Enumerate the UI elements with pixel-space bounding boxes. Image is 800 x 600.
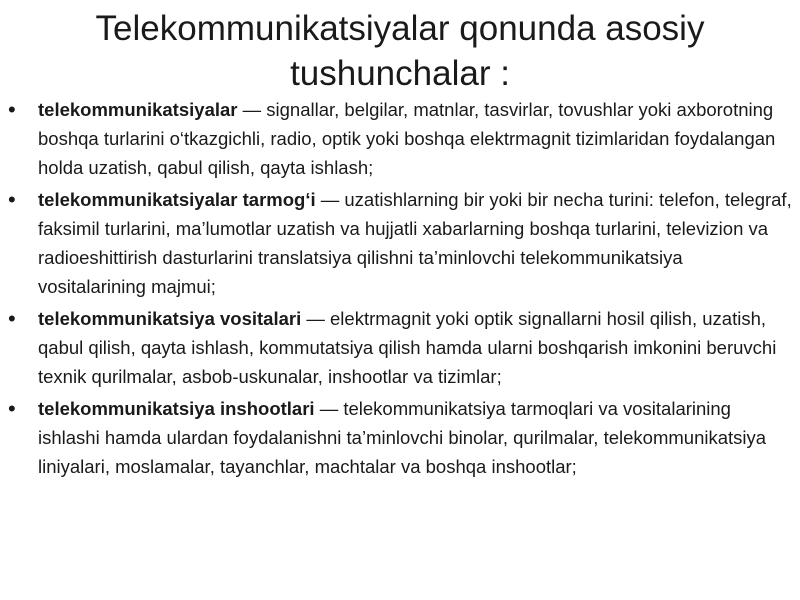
definition-term: telekommunikatsiya vositalari <box>38 308 302 329</box>
bullet-icon: • <box>8 306 16 331</box>
definition-term: telekommunikatsiyalar tarmog‘i <box>38 189 316 210</box>
definition-term: telekommunikatsiyalar <box>38 99 238 120</box>
definition-item <box>0 95 800 182</box>
definition-list <box>0 95 800 484</box>
definition-text: — elektrmagnit yoki optik signallarni hosil qilish, uzatish, qabul qilish, qayta ishlash, kommutatsiya qilish hamda ularni boshqarish imkonini beruvchi texnik qurilmalar, asbob-uskunalar, inshootlar va tizimlar; <box>38 308 777 387</box>
bullet-icon: • <box>8 396 16 421</box>
definition-text: — uzatishlarning bir yoki bir necha turini: telefon, telegraf, faksimil turlarini, ma’lumotlar uzatish va hujjatli xabarlarning boshqa turlarini, televizion va radioeshittirish dasturlarini translatsiya qilishni ta’minlovchi telekommunikatsiya vositalarining majmui; <box>38 189 792 297</box>
slide-title: Telekommunikatsiyalar qonunda asosiy tushunchalar : <box>95 9 705 93</box>
definition-text: — signallar, belgilar, matnlar, tasvirlar, tovushlar yoki axborotning boshqa turlarini o‘tkazgichli, radio, optik yoki boshqa elektrmagnit tizimlaridan foydalangan holda uzatish, qabul qilish, qayta ishlash; <box>38 99 776 178</box>
definition-item <box>0 394 800 481</box>
definition-term: telekommunikatsiya inshootlari <box>38 398 315 419</box>
bullet-icon: • <box>8 187 16 212</box>
definition-item <box>0 304 800 391</box>
definition-item <box>0 185 800 301</box>
definition-text: — telekommunikatsiya tarmoqlari va vositalarining ishlashi hamda ulardan foydalanishni ta’minlovchi binolar, qurilmalar, telekommunikatsiya liniyalari, moslamalar, tayanchlar, machtalar va boshqa inshootlar; <box>38 398 767 477</box>
bullet-icon: • <box>8 97 16 122</box>
